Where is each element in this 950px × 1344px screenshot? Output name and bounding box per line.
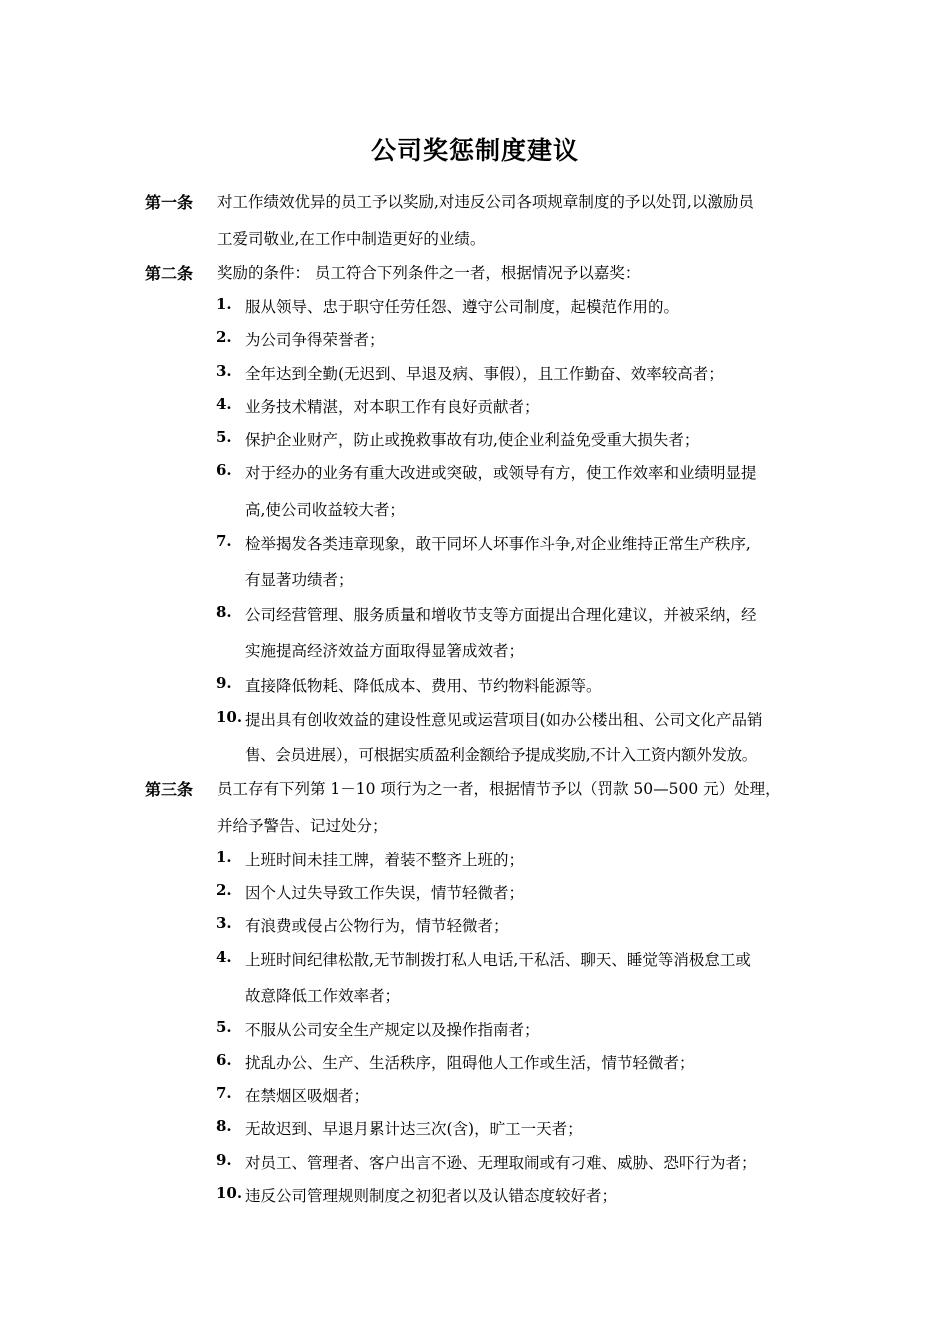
reward-item-8-text-cont: 实施提高经济效益方面取得显箸成效者；	[245, 642, 525, 660]
reward-item-4-number: 4.	[216, 395, 232, 413]
penalty-item-6-number: 6.	[216, 1051, 232, 1069]
penalty-item-1-number: 1.	[216, 848, 232, 866]
reward-item-6-text-cont: 高,使公司收益较大者；	[245, 501, 405, 519]
penalty-item-4-number: 4.	[216, 948, 232, 966]
article-1-line-1: 对工作绩效优异的员工予以奖励,对违反公司各项规章制度的予以处罚,以激励员	[217, 193, 754, 211]
reward-item-7-number: 7.	[216, 532, 232, 550]
penalty-item-4-text: 上班时间纪律松散,无节制拨打私人电话,干私活、聊天、睡觉等消极怠工或	[245, 951, 751, 969]
reward-item-5-text: 保护企业财产，防止或挽救事故有功,使企业利益免受重大损失者；	[245, 431, 700, 449]
penalty-item-7-number: 7.	[216, 1084, 232, 1102]
penalty-item-10-number: 10.	[216, 1184, 243, 1202]
reward-item-6-number: 6.	[216, 461, 232, 479]
reward-item-1-text: 服从领导、忠于职守任劳任怨、遵守公司制度，起模范作用的。	[245, 298, 680, 316]
reward-item-10-text-cont: 售、会员进展），可根据实质盈利金额给予提成奖励,不计入工资内额外发放。	[245, 746, 757, 764]
document-title: 公司奖惩制度建议	[370, 136, 579, 165]
penalty-item-2-number: 2.	[216, 881, 232, 899]
article-3-intro-line-2: 并给予警告、记过处分；	[217, 817, 388, 835]
reward-item-7-text-cont: 有显著功绩者；	[245, 571, 354, 589]
reward-item-4-text: 业务技术精湛，对本职工作有良好贡献者；	[245, 398, 540, 416]
reward-item-2-text: 为公司争得荣誉者；	[245, 331, 385, 349]
reward-item-9-number: 9.	[216, 674, 232, 692]
reward-item-3-number: 3.	[216, 362, 232, 380]
reward-item-7-text: 检举揭发各类违章现象，敢干同坏人坏事作斗争,对企业维持正常生产秩序,	[245, 535, 751, 553]
penalty-item-3-text: 有浪费或侵占公物行为，情节轻微者；	[245, 917, 509, 935]
penalty-item-9-text: 对员工、管理者、客户出言不逊、无理取闹或有刁难、威胁、恐吓行为者；	[245, 1154, 757, 1172]
article-2-label: 第二条	[145, 264, 194, 283]
penalty-item-7-text: 在禁烟区吸烟者；	[245, 1087, 370, 1105]
penalty-item-5-number: 5.	[216, 1018, 232, 1036]
penalty-item-10-text: 违反公司管理规则制度之初犯者以及认错态度较好者；	[245, 1187, 618, 1205]
reward-item-5-number: 5.	[216, 428, 232, 446]
penalty-item-4-text-cont: 故意降低工作效率者；	[245, 987, 401, 1005]
reward-item-10-text: 提出具有创收效益的建设性意见或运营项目(如办公楼出租、公司文化产品销	[245, 711, 763, 729]
penalty-item-8-text: 无故迟到、早退月累计达三次(含)，旷工一天者；	[245, 1120, 583, 1138]
penalty-item-1-text: 上班时间未挂工牌，着装不整齐上班的；	[245, 851, 525, 869]
article-1-line-2: 工爱司敬业,在工作中制造更好的业绩。	[217, 230, 486, 248]
article-3-label: 第三条	[145, 780, 194, 799]
reward-item-8-number: 8.	[216, 603, 232, 621]
article-2-intro: 奖励的条件： 员工符合下列条件之一者，根据情况予以嘉奖：	[217, 264, 641, 282]
reward-item-10-number: 10.	[216, 708, 243, 726]
reward-item-2-number: 2.	[216, 328, 232, 346]
penalty-item-3-number: 3.	[216, 914, 232, 932]
penalty-item-5-text: 不服从公司安全生产规定以及操作指南者；	[245, 1021, 540, 1039]
penalty-item-6-text: 扰乱办公、生产、生活秩序，阻碍他人工作或生活，情节轻微者；	[245, 1054, 695, 1072]
article-3-intro-line-1: 员工存有下列第 1－10 项行为之一者，根据情节予以（罚款 50—500 元）处理，	[217, 780, 781, 798]
penalty-item-8-number: 8.	[216, 1117, 232, 1135]
article-1-label: 第一条	[145, 193, 194, 212]
reward-item-8-text: 公司经营管理、服务质量和增收节支等方面提出合理化建议，并被采纳，经	[245, 606, 757, 624]
reward-item-9-text: 直接降低物耗、降低成本、费用、节约物料能源等。	[245, 677, 602, 695]
reward-item-6-text: 对于经办的业务有重大改进或突破，或领导有方，使工作效率和业绩明显提	[245, 464, 757, 482]
penalty-item-9-number: 9.	[216, 1151, 232, 1169]
reward-item-1-number: 1.	[216, 295, 232, 313]
penalty-item-2-text: 因个人过失导致工作失误，情节轻微者；	[245, 884, 525, 902]
reward-item-3-text: 全年达到全勤(无迟到、早退及病、事假），且工作勤奋、效率较高者；	[245, 365, 724, 383]
